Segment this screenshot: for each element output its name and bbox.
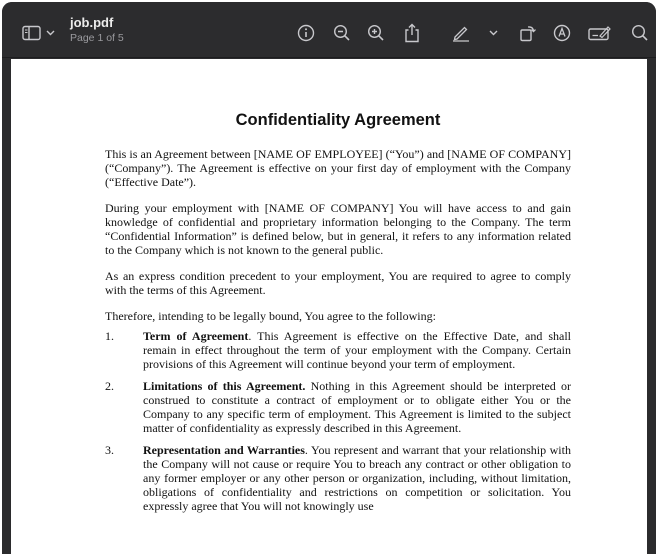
- sidebar-icon: [22, 25, 42, 41]
- clause-title: Limitations of this Agreement.: [143, 379, 306, 393]
- share-icon: [404, 23, 420, 43]
- pdf-page[interactable]: [11, 59, 647, 554]
- agreement-clauses: [105, 329, 571, 513]
- search-icon: [631, 24, 649, 42]
- zoom-out-icon: [333, 24, 351, 42]
- markup-options-button[interactable]: [486, 22, 500, 44]
- search-button[interactable]: [628, 22, 652, 44]
- markup-toolbar-button[interactable]: [550, 22, 574, 44]
- page-indicator: Page 1 of 5: [70, 32, 124, 44]
- clause-body: [143, 379, 571, 435]
- clause-text: . You represent and warrant that your relationship with the Company will not cause or require You to breach any contract or other obligation to any former employer or any other person or organization, including, without limitation, obligations of confidentiality and restrictions on competition or solicitation. You expressly agree that You will not knowingly use: [143, 443, 571, 513]
- chevron-down-icon: [489, 30, 498, 36]
- paragraph-intro: This is an Agreement between [NAME OF EMPLOYEE] (“You”) and [NAME OF COMPANY] (“Company”). The Agreement is effective on your first day of employment with the Company (“Effective Date”).: [105, 147, 571, 189]
- document-title: job.pdf: [70, 15, 114, 30]
- document-title-block: [70, 15, 124, 45]
- chevron-down-icon: [46, 30, 55, 36]
- document-viewer[interactable]: [2, 59, 656, 554]
- form-fill-icon: [588, 24, 612, 42]
- rotate-button[interactable]: [516, 22, 540, 44]
- clause-body: [143, 329, 571, 371]
- toolbar: [2, 2, 656, 58]
- paragraph-confidential-info: During your employment with [NAME OF COMPANY] You will have access to and gain knowledge of confidential and proprietary information belonging to the Company. The term “Confidential Information” is defined below, but in general, it refers to any information related to the Company which is not known to the general public.: [105, 201, 571, 257]
- clause-text: Nothing in this Agreement should be interpreted or construed to constitute a contract of employment or to obligate either You or the Company to any specific term of employment. This Agreement is limited to the subject matter of confidentiality as expressly described in this Agreement.: [143, 379, 572, 435]
- rotate-icon: [519, 24, 537, 42]
- list-item: [105, 329, 571, 371]
- zoom-in-button[interactable]: [364, 22, 388, 44]
- document-heading: Confidentiality Agreement: [235, 111, 441, 129]
- info-icon: [297, 24, 315, 42]
- pen-icon: [451, 24, 471, 42]
- sign-form-button[interactable]: [586, 22, 614, 44]
- clause-title: Representation and Warranties: [143, 443, 305, 457]
- zoom-out-button[interactable]: [330, 22, 354, 44]
- clause-body: [143, 443, 571, 513]
- clause-text: . This Agreement is effective on the Effective Date, and shall remain in effect throughout the term of your employment with the Company. Certain provisions of this Agreement will continue beyond your term of employment.: [143, 329, 571, 371]
- info-button[interactable]: [294, 22, 318, 44]
- clause-number: 2.: [105, 379, 114, 393]
- list-item: [105, 443, 571, 513]
- sidebar-toggle-button[interactable]: [18, 22, 58, 44]
- page-content: [105, 110, 571, 521]
- list-item: [105, 379, 571, 435]
- clause-number: 3.: [105, 443, 114, 457]
- clause-number: 1.: [105, 329, 114, 343]
- markup-icon: [553, 24, 571, 42]
- share-button[interactable]: [400, 22, 424, 44]
- preview-window: [2, 2, 656, 554]
- clause-title: Term of Agreement: [143, 329, 249, 343]
- paragraph-condition: As an express condition precedent to your employment, You are required to agree to comply with the terms of this Agreement.: [105, 269, 571, 297]
- zoom-in-icon: [367, 24, 385, 42]
- markup-pen-button[interactable]: [448, 22, 474, 44]
- paragraph-therefore: Therefore, intending to be legally bound, You agree to the following:: [105, 309, 436, 323]
